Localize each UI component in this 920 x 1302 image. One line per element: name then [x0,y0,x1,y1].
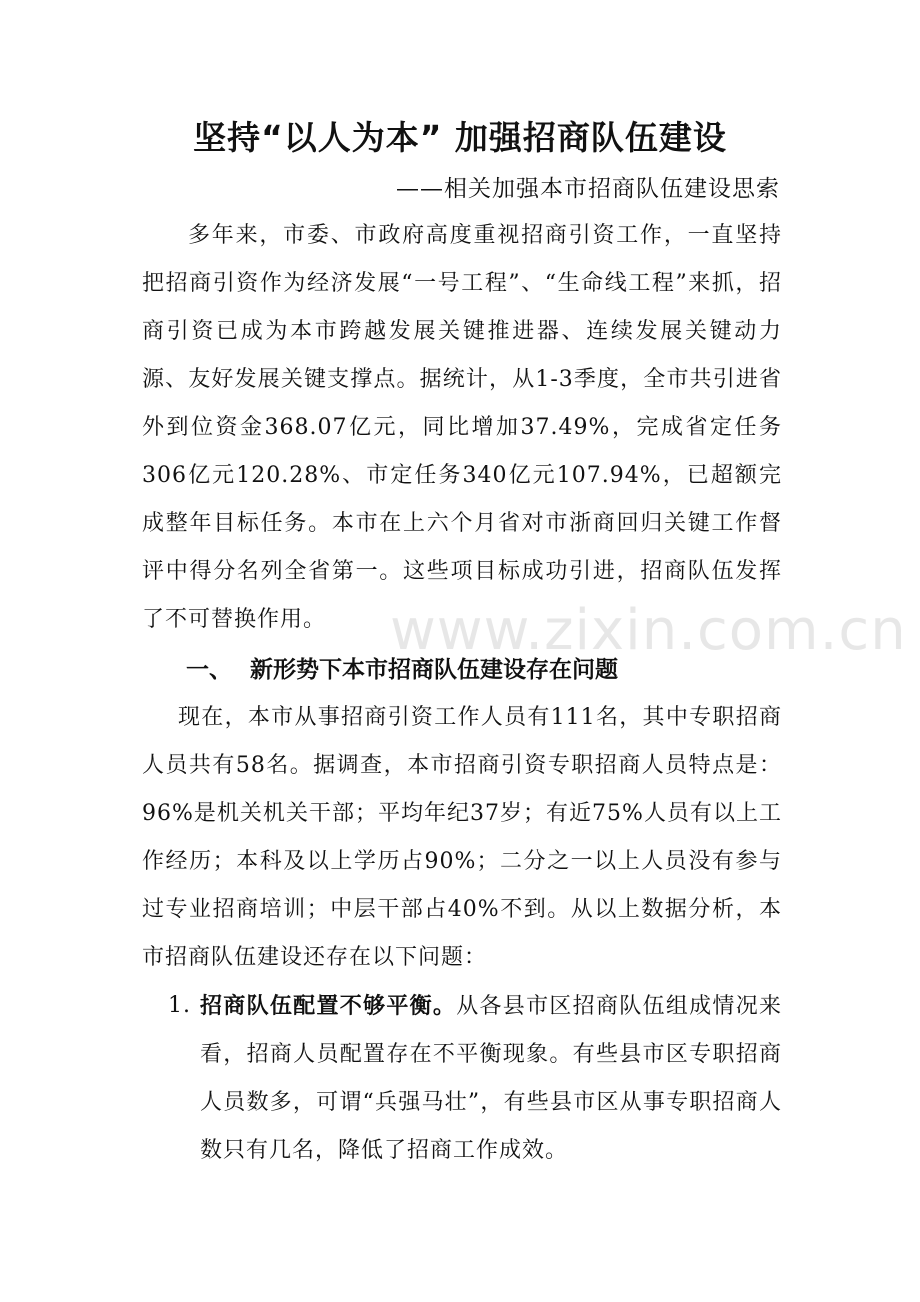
section-heading [186,646,618,694]
list-item [168,982,782,1175]
list-item-marker: 1. [168,993,191,1018]
list-item-lead: 招商队伍配置不够平衡。 [200,993,457,1019]
document-subtitle: ——相关加强本市招商队伍建设思索 [396,176,780,202]
section-number: 一、 [186,657,232,683]
section-heading-text: 新形势下本市招商队伍建设存在问题 [250,657,618,683]
list-item-body [200,982,782,1175]
paragraph-survey: 现在，本市从事招商引资工作人员有111名，其中专职招商人员共有58名。据调查，本市招商引资专职招商人员特点是：96%是机关机关干部；平均年纪37岁；有近75%人员有以上工作经历；本科及以上学历占90%；二分之一以上人员没有参与过专业招商培训；中层干部占40%不到。从以上数据分析，本市招商队伍建设还存在以下问题： [142,705,782,970]
document-title: 坚持“以人为本” 加强招商队伍建设 [193,118,727,157]
paragraph-intro: 多年来，市委、市政府高度重视招商引资工作，一直坚持把招商引资作为经济发展“一号工程”、“生命线工程”来抓，招商引资已成为本市跨越发展关键推进器、连续发展关键动力源、友好发展关键支撑点。据统计，从1-3季度，全市共引进省外到位资金368.07亿元，同比增加37.49%，完成省定任务306亿元120.28%、市定任务340亿元107.94%，已超额完成整年目标任务。本市在上六个月省对市浙商回归关键工作督评中得分名列全省第一。这些项目标成功引进，招商队伍发挥了不可替换作用。 [142,223,782,632]
list-item-text: 从各县市区招商队伍组成情况来看，招商人员配置存在不平衡现象。有些县市区专职招商人员数多，可谓“兵强马壮”，有些县市区从事专职招商人数只有几名，降低了招商工作成效。 [200,994,782,1163]
watermark: www.zixin.com.cn [390,598,907,663]
